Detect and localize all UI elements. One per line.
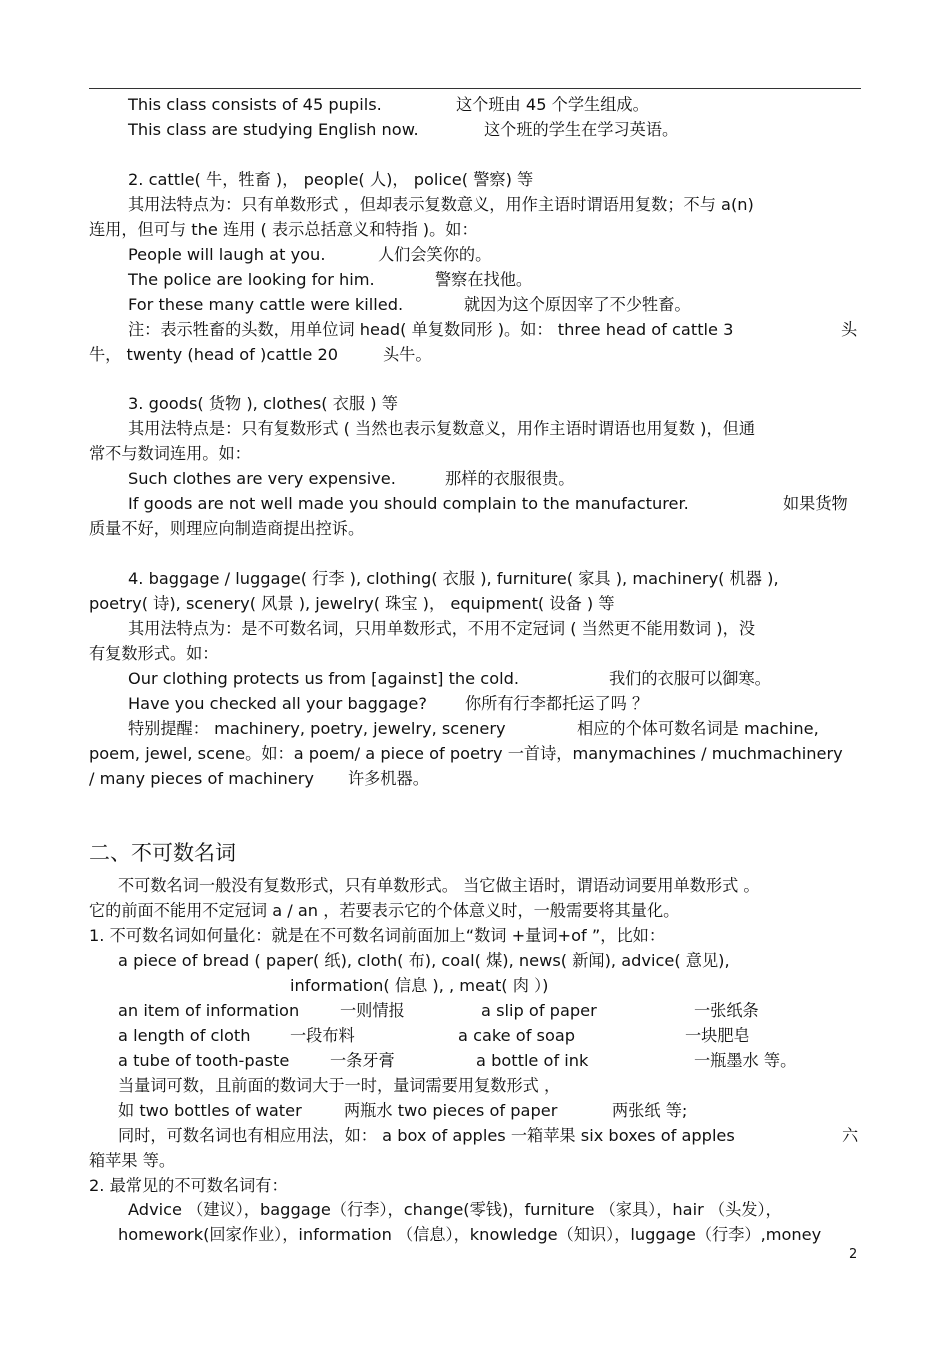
text-line: / many pieces of machinery [89, 769, 314, 788]
text-line: 有复数形式。如： [89, 644, 219, 663]
text-line: 连用，但可与 the 连用 ( 表示总括意义和特指 )。如： [89, 220, 478, 239]
text-line: 如果货物 [783, 494, 848, 513]
text-line: 就因为这个原因宰了不少牲畜。 [464, 295, 691, 314]
text-line: 那样的衣服很贵。 [445, 469, 575, 488]
text-line: 一张纸条 [694, 1001, 759, 1020]
text-line: Have you checked all your baggage? [128, 694, 427, 713]
text-line: 不可数名词一般没有复数形式，只有单数形式。 当它做主语时，谓语动词要用单数形式 。 [118, 876, 760, 895]
text-line: 3. goods( 货物 ), clothes( 衣服 ) 等 [128, 394, 398, 413]
text-line: 许多机器。 [348, 769, 429, 788]
text-line: 这个班的学生在学习英语。 [484, 120, 679, 139]
text-line: 其用法特点为：是不可数名词，只用单数形式，不用不定冠词 ( 当然更不能用数词 )，没 [128, 619, 756, 638]
text-line: poetry( 诗), scenery( 风景 ), jewelry( 珠宝 )， equipment( 设备 ) 等 [89, 594, 615, 613]
text-line: 头 [841, 320, 858, 339]
header-rule [89, 88, 861, 89]
text-line: poem, jewel, scene。如：a poem/ a piece of poetry 一首诗，manymachines / muchmachinery [89, 744, 843, 763]
text-line: 我们的衣服可以御寒。 [609, 669, 771, 688]
text-line: 特别提醒： machinery, poetry, jewelry, scenery [128, 719, 506, 738]
text-line: 当量词可数，且前面的数词大于一时，量词需要用复数形式 ， [118, 1076, 561, 1095]
text-line: For these many cattle were killed. [128, 295, 404, 314]
text-line: 警察在找他。 [435, 270, 533, 289]
text-line: Such clothes are very expensive. [128, 469, 396, 488]
text-line: This class consists of 45 pupils. [128, 95, 382, 114]
text-line: a length of cloth [118, 1026, 251, 1045]
text-line: 1. 不可数名词如何量化：就是在不可数名词前面加上“数词 +量词+of ”，比如： [89, 926, 666, 945]
text-line: a piece of bread ( paper( 纸), cloth( 布), coal( 煤), news( 新闻), advice( 意见), [118, 951, 730, 970]
text-line: The police are looking for him. [128, 270, 375, 289]
text-line: a bottle of ink [476, 1051, 589, 1070]
text-line: 两瓶水 two pieces of paper [344, 1101, 558, 1120]
text-line: 2. 最常见的不可数名词有： [89, 1176, 288, 1195]
page-number: 2 [849, 1247, 858, 1262]
text-line: 你所有行李都托运了吗 ？ [465, 694, 649, 713]
text-line: If goods are not well made you should complain to the manufacturer. [128, 494, 689, 513]
text-line: 人们会笑你的。 [378, 245, 492, 264]
text-line: information( 信息 ), , meat( 肉 ）) [290, 976, 549, 995]
text-line: 牛， twenty (head of )cattle 20 [89, 345, 339, 364]
text-line: 头牛。 [383, 345, 432, 364]
text-line: 其用法特点为：只有单数形式 ，但却表示复数意义，用作主语时谓语用复数；不与 a(n) [128, 195, 754, 214]
text-line: 六 [842, 1126, 859, 1145]
text-line: a tube of tooth-paste [118, 1051, 290, 1070]
text-line: 两张纸 等; [612, 1101, 688, 1120]
text-line: Our clothing protects us from [against] the cold. [128, 669, 520, 688]
text-line: 一条牙膏 [330, 1051, 395, 1070]
text-line: homework(回家作业），information （信息），knowledge（知识），luggage（行李）,money [118, 1225, 822, 1244]
text-line: a cake of soap [458, 1026, 576, 1045]
text-line: 质量不好，则理应向制造商提出控诉。 [89, 519, 365, 538]
text-line: an item of information [118, 1001, 300, 1020]
text-line: 它的前面不能用不定冠词 a / an ，若要表示它的个体意义时，一般需要将其量化。 [89, 901, 680, 920]
text-line: 一瓶墨水 等。 [694, 1051, 797, 1070]
text-line: 相应的个体可数名词是 machine, [577, 719, 819, 738]
text-line: 常不与数词连用。如： [89, 444, 251, 463]
text-line: 如 two bottles of water [118, 1101, 302, 1120]
text-line: This class are studying English now. [128, 120, 419, 139]
text-line: 一段布料 [290, 1026, 355, 1045]
section-heading: 二、不可数名词 [89, 841, 236, 865]
text-line: 箱苹果 等。 [89, 1151, 176, 1170]
text-line: 其用法特点是：只有复数形式 ( 当然也表示复数意义，用作主语时谓语也用复数 )，但通 [128, 419, 756, 438]
text-line: a slip of paper [481, 1001, 597, 1020]
text-line: 一则情报 [340, 1001, 405, 1020]
text-line: Advice （建议），baggage（行李），change(零钱)，furniture （家具），hair （头发）， [128, 1200, 782, 1219]
text-line: 一块肥皂 [685, 1026, 750, 1045]
text-line: 4. baggage / luggage( 行李 ), clothing( 衣服 ), furniture( 家具 ), machinery( 机器 ), [128, 569, 779, 588]
text-line: 同时，可数名词也有相应用法，如： a box of apples 一箱苹果 six boxes of apples [118, 1126, 735, 1145]
text-line: 2. cattle( 牛，牲畜 )， people( 人)， police( 警察) 等 [128, 170, 534, 189]
text-line: People will laugh at you. [128, 245, 326, 264]
text-line: 注：表示牲畜的头数，用单位词 head( 单复数同形 )。如： three head of cattle 3 [128, 320, 734, 339]
text-line: 这个班由 45 个学生组成。 [456, 95, 649, 114]
